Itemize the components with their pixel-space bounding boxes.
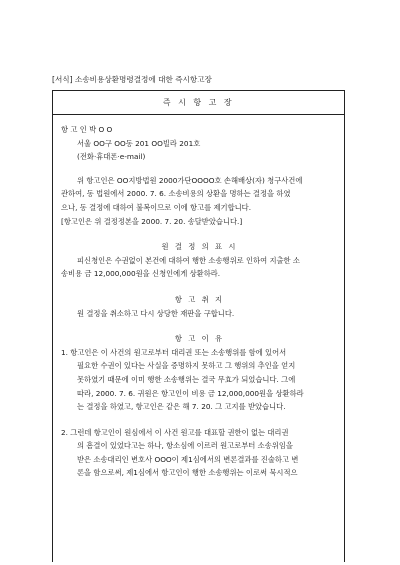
appellant-contact: (전화·휴대폰·e-mail)	[77, 152, 146, 162]
reason-1-line: 1. 항고인은 이 사건의 원고로부터 대리권 또는 소송행위를 함에 있어서	[61, 347, 287, 357]
document-title: 즉 시 항 고 장	[53, 91, 344, 115]
appeal-purpose-line: 원 결정을 취소하고 다시 상당한 재판을 구합니다.	[77, 308, 235, 318]
original-ruling-line: 피신청인은 수권없이 본건에 대하여 행한 소송행위로 인하여 지출한 소	[77, 255, 300, 265]
section-heading-appeal-reasons: 항 고 이 유	[174, 334, 225, 344]
reason-2-line: 2. 그런데 항고인이 원심에서 이 사건 원고를 대표할 권한이 없는 대리권	[61, 427, 289, 437]
appellant-address: 서울 OO구 OO동 201 OO빌라 201호	[77, 138, 201, 148]
reason-1-line: 못하였기 때문에 이미 행한 소송행위는 결국 무효가 되었습니다. 그에	[77, 374, 296, 384]
reason-2-line: 받은 소송대리인 변호사 OOO이 제1심에서의 변론결과를 진술하고 변	[77, 454, 299, 464]
document-body	[53, 115, 344, 480]
section-heading-original-ruling: 원 결 정 의 표 시	[161, 242, 238, 252]
intro-line: [항고인은 위 결정정본을 2000. 7. 20. 송달받았습니다.]	[61, 216, 243, 226]
appellant-name: 항 고 인 박 O O	[61, 125, 113, 134]
document-frame	[52, 90, 345, 562]
document-header-label: [서식] 소송비용상환명령결정에 대한 즉시항고장	[52, 75, 212, 84]
reason-1-line: 는 결정을 하였고, 항고인은 같은 해 7. 20. 그 고지를 받았습니다.	[77, 402, 286, 412]
original-ruling-line: 송비용 금 12,000,000원을 신청인에게 상환하라.	[61, 269, 221, 279]
intro-line: 위 항고인은 OO지방법원 2000가단OOOO호 손해배상(자) 청구사건에	[77, 175, 303, 185]
reason-2-line: 의 흠결이 있었다고는 하나, 항소심에 이르러 원고로부터 소송위임을	[77, 441, 293, 451]
intro-line: 관하여, 동 법원에서 2000. 7. 6. 소송비용의 상환을 명하는 결정을 하였	[61, 189, 291, 199]
section-heading-appeal-purpose: 항 고 취 지	[174, 294, 225, 304]
intro-line: 으나, 동 결정에 대하여 불복이므로 이에 항고를 제기합니다.	[61, 202, 252, 212]
reason-2-line: 론을 함으로써, 제1심에서 항고인이 행한 소송행위는 이로써 묵시적으	[77, 468, 298, 478]
reason-1-line: 필요한 수권이 있다는 사실을 증명하지 못하고 그 행위의 추인을 얻지	[77, 361, 296, 371]
reason-1-line: 따라, 2000. 7. 6. 귀원은 항고인이 비용 금 12,000,000원을 상환하라	[77, 388, 304, 398]
